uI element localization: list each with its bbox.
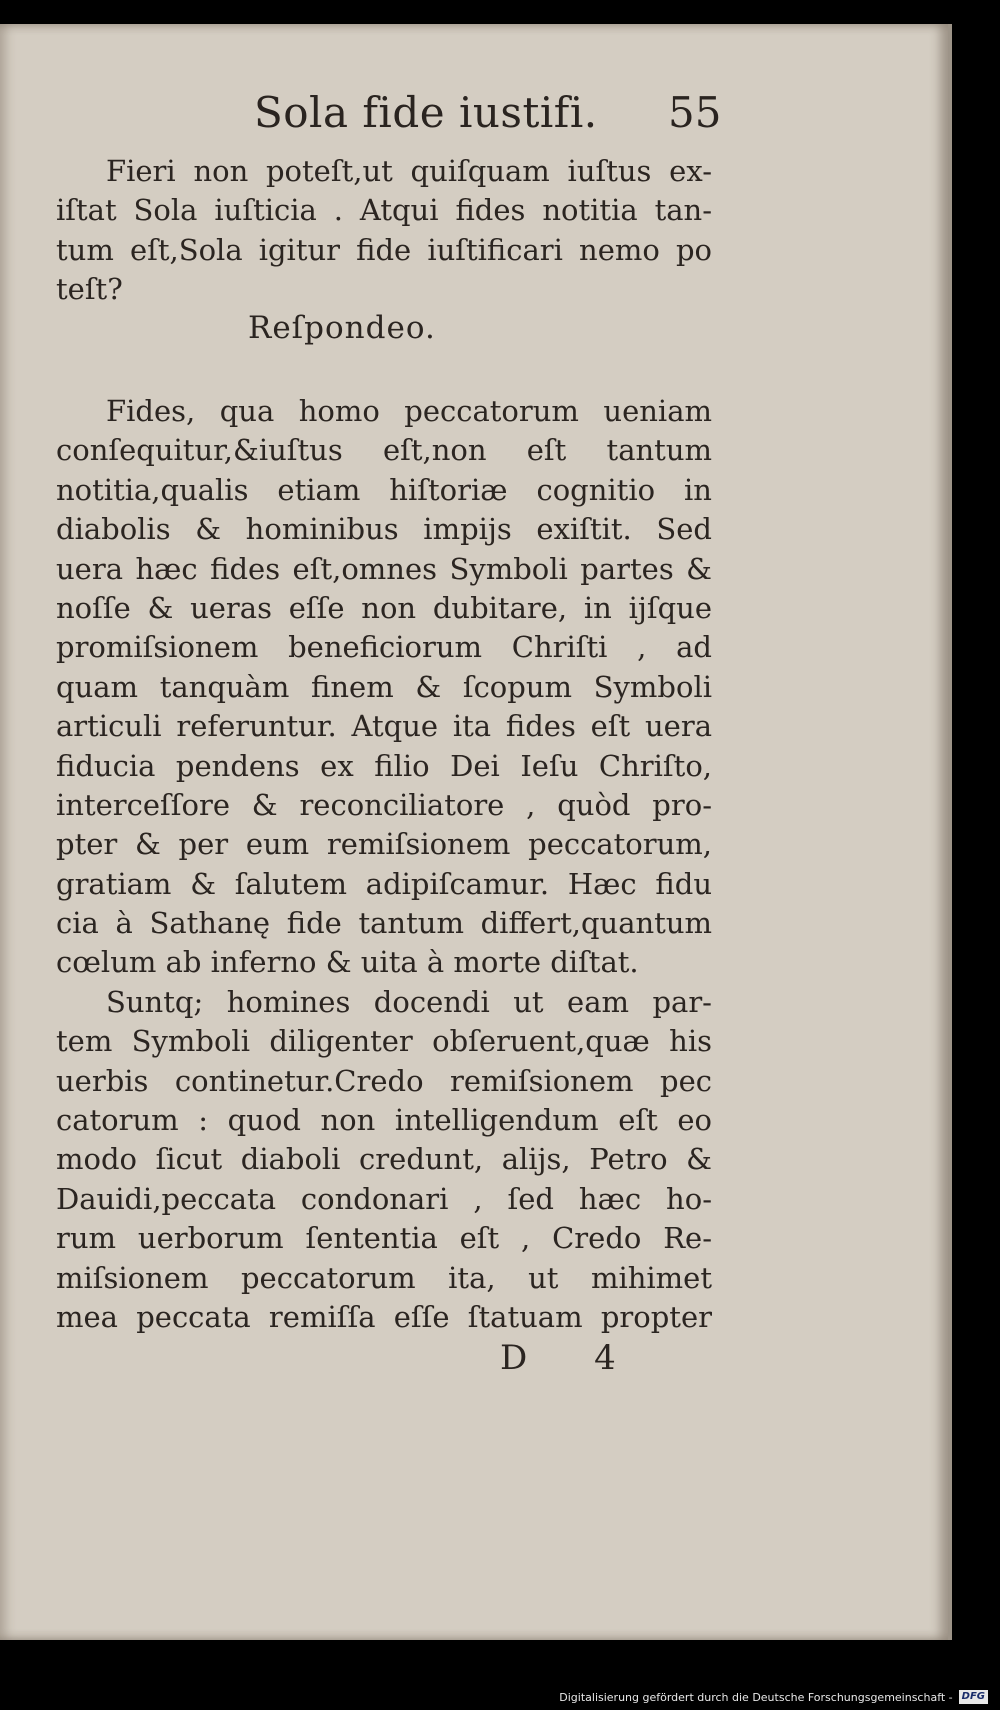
text-line: fiducia pendens ex filio Dei Ieſu Chriſto, bbox=[56, 748, 712, 783]
text-line: conſequitur,&iuſtus eſt,non eſt tantum bbox=[56, 433, 712, 468]
response-paragraph bbox=[56, 392, 712, 1337]
text-line: promiſsionem beneficiorum Chriſti , ad bbox=[56, 630, 712, 665]
text-line: Fieri non poteſt,ut quiſquam iuſtus ex- bbox=[106, 154, 712, 188]
text-line: cia à Sathanę fide tantum differt,quantum bbox=[56, 906, 712, 941]
text-line: Fides, qua homo peccatorum ueniam bbox=[106, 394, 712, 428]
digitization-footer bbox=[559, 1690, 988, 1704]
text-line: mea peccata remiſſa eſſe ſtatuam propter bbox=[56, 1299, 712, 1334]
text-line: miſsionem peccatorum ita, ut mihimet bbox=[56, 1260, 712, 1295]
text-line: pter & per eum remiſsionem peccatorum, bbox=[56, 827, 712, 862]
text-line: gratiam & ſalutem adipiſcamur. Hæc fidu bbox=[56, 866, 712, 901]
text-line: catorum : quod non intelligendum eſt eo bbox=[56, 1103, 712, 1138]
running-head: Sola fide iustifi. bbox=[254, 88, 598, 137]
text-line: uera hæc fides eſt,omnes Symboli partes & bbox=[56, 551, 712, 586]
text-line: uerbis continetur.Credo remiſsionem pec bbox=[56, 1063, 712, 1098]
text-line: tem Symboli diligenter obſeruent,quæ his bbox=[56, 1024, 712, 1059]
signature-mark: D 4 bbox=[500, 1338, 644, 1378]
response-heading: Reſpondeo. bbox=[248, 310, 436, 346]
text-line: articuli referuntur. Atque ita fides eſt uera bbox=[56, 709, 712, 744]
text-line: interceſſore & reconciliatore , quòd pro- bbox=[56, 787, 712, 822]
page-edge bbox=[948, 24, 952, 1640]
dfg-logo: DFG bbox=[959, 1690, 988, 1704]
text-line: cœlum ab inferno & uita à morte diſtat. bbox=[56, 945, 639, 980]
footer-text: Digitalisierung gefördert durch die Deutsche Forschungsgemeinschaft - bbox=[559, 1690, 953, 1704]
text-line: Suntq; homines docendi ut eam par- bbox=[106, 984, 712, 1019]
text-line: rum uerborum ſententia eſt , Credo Re- bbox=[56, 1221, 712, 1256]
text-line: Dauidi,peccata condonari , ſed hæc ho- bbox=[56, 1181, 712, 1216]
text-line: quam tanquàm finem & ſcopum Symboli bbox=[56, 669, 712, 704]
objection-paragraph bbox=[56, 152, 712, 310]
text-line: notitia,qualis etiam hiſtoriæ cognitio in bbox=[56, 472, 712, 507]
text-line: diabolis & hominibus impijs exiſtit. Sed bbox=[56, 512, 712, 547]
text-line: tum eſt,Sola igitur fide iuſtificari nemo po bbox=[56, 232, 712, 267]
text-line: noſſe & ueras eſſe non dubitare, in ijſque bbox=[56, 590, 712, 625]
page-number: 55 bbox=[668, 88, 722, 137]
text-line: teſt? bbox=[56, 272, 123, 307]
text-line: iſtat Sola iuſticia . Atqui fides notitia tan- bbox=[56, 193, 712, 228]
text-line: modo ſicut diaboli credunt, alijs, Petro & bbox=[56, 1142, 712, 1177]
